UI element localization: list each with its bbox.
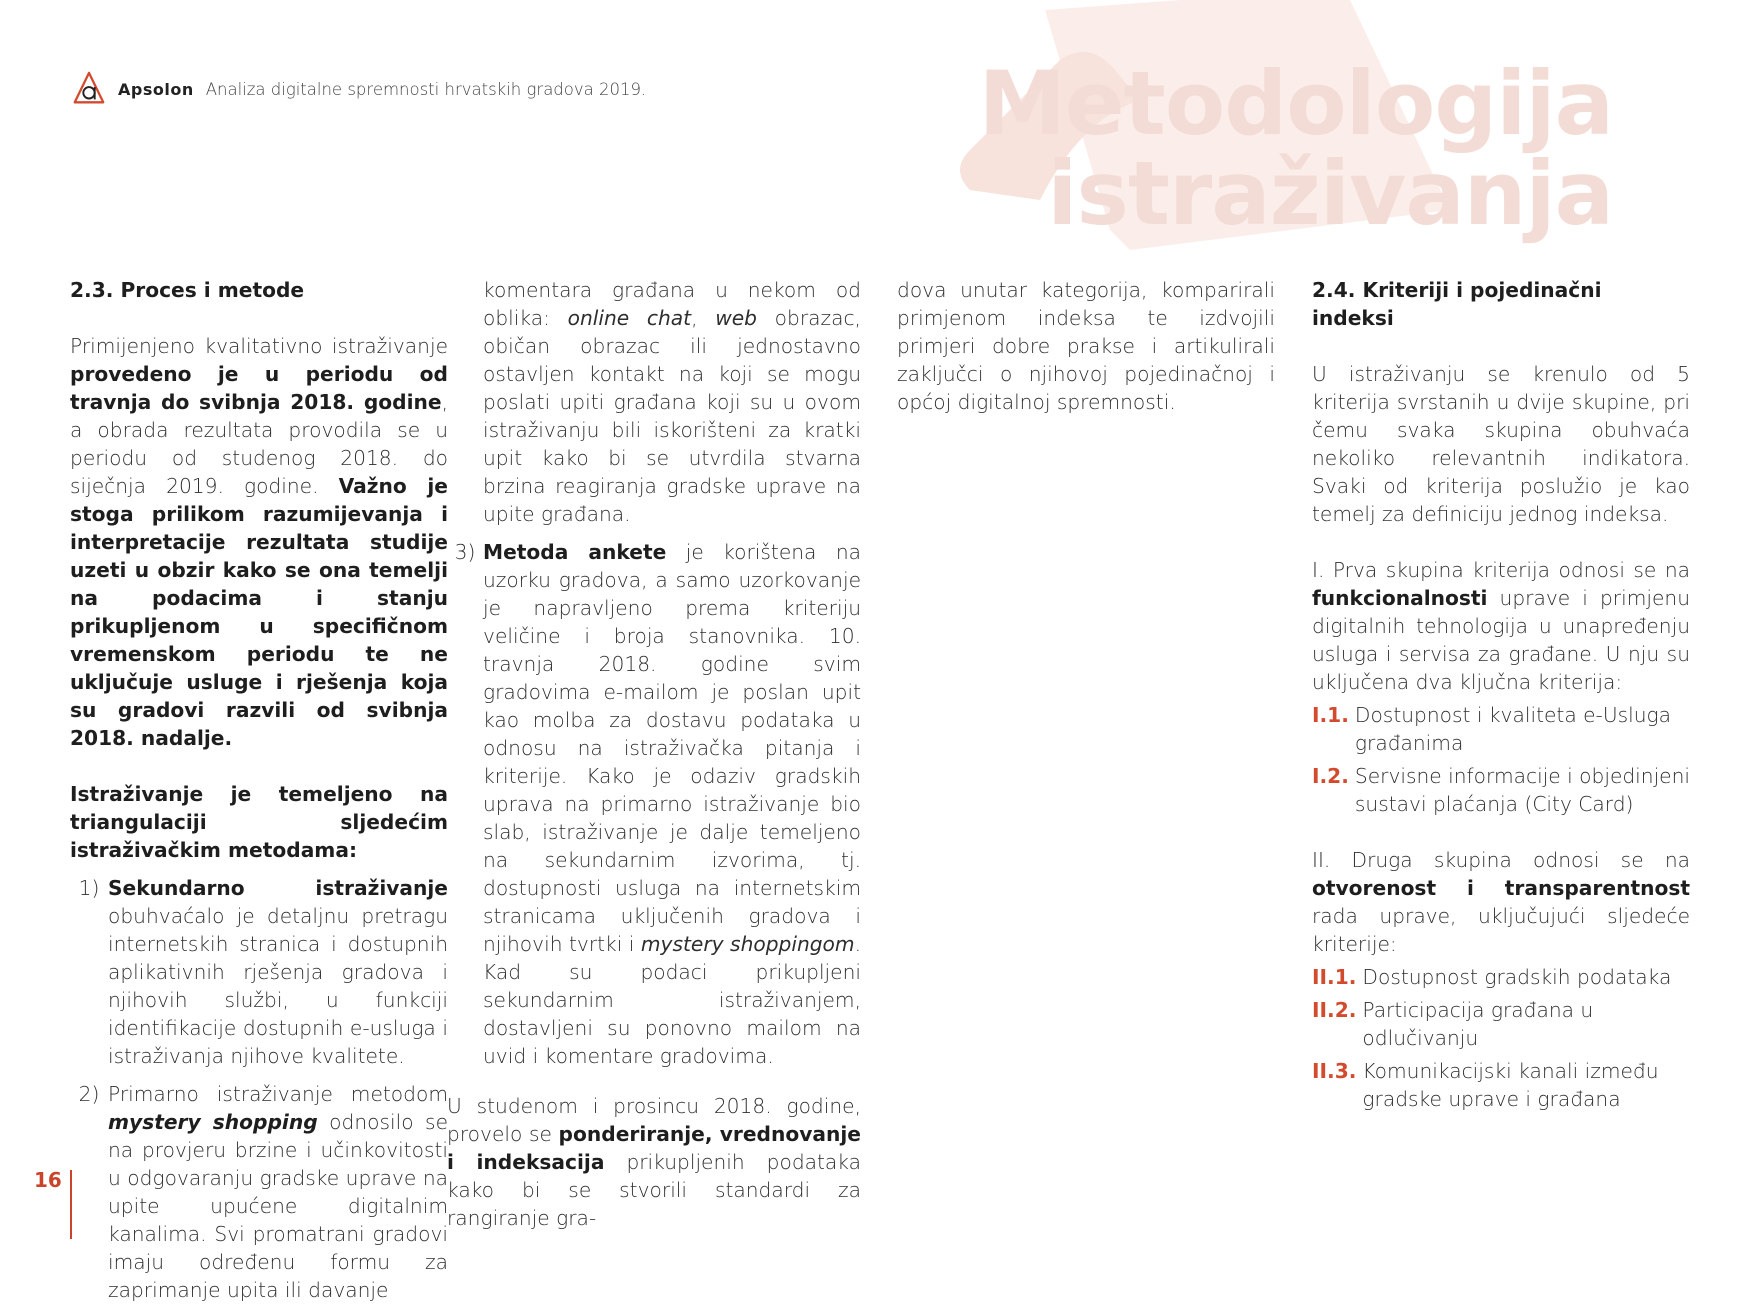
column-2 [447, 276, 862, 1232]
methods-intro: Istraživanje je temeljeno na triangulaciji sljedećim istraživačkim metodama: [70, 782, 448, 862]
criterion-item: II.3. Komunikacijski kanali između gradske uprave i građana [1312, 1059, 1659, 1111]
section-heading-2-4: 2.4. Kriteriji i pojedinačni indeksi [1312, 278, 1602, 330]
group-1-paragraph: I. Prva skupina kriterija odnosi se na funkcionalnosti uprave i primjenu digitalnih tehnologija u unapređenju usluga i servisa za građane. U nju su uključena dva ključna kriterija: [1312, 558, 1690, 694]
list-item-continuation: komentara građana u nekom od oblika: online chat, web obrazac, običan obrazac ili jednostavno ostavljen kontakt na koji se mogu poslati upiti građana koji su u ovom istraživanju bili iskorišteni za kratki upit kako bi se utvrdila stvarna brzina reagiranja gradske uprave na upite građana. [483, 278, 861, 526]
column-4 [1312, 276, 1690, 1113]
watermark-line-1: Metodologija [978, 52, 1613, 155]
watermark-line-2: istraživanja [1047, 142, 1613, 245]
page-divider-line [70, 1170, 72, 1239]
list-item: 1) Sekundarno istraživanje obuhvaćalo je detaljnu pretragu internetskih stranica i dostupnih aplikativnih rješenja gradova i njihovih službi, u funkciji identifikacije dostupnih e-usluga i istraživanja njihove kvalitete. [78, 876, 448, 1068]
paragraph-continuation: dova unutar kategorija, komparirali primjenom indeksa te izdvojili primjeri dobre prakse i artikulirali zaključci o njihovoj pojedinačnoj i općoj digitalnoj spremnosti. [897, 278, 1275, 414]
section-heading-2-3: 2.3. Proces i metode [70, 278, 305, 302]
group-2-criteria [1312, 963, 1690, 1113]
document-title: Analiza digitalne spremnosti hrvatskih gradova 2019. [205, 79, 647, 99]
page-number: 16 [34, 1168, 62, 1192]
column-1 [70, 276, 448, 1304]
criteria-intro: U istraživanju se krenulo od 5 kriterija svrstanih u dvije skupine, pri čemu svaka skupina obuhvaća nekoliko relevantnih indikatora. Svaki od kriterija poslužio je kao temelj za definiciju jednog indeksa. [1312, 362, 1690, 526]
list-item: 3) Metoda ankete je korištena na uzorku gradova, a samo uzorkovanje je napravljeno prema kriteriju veličine i broja stanovnika. 10. travnja 2018. godine svim gradovima e-mailom je poslan upit kao molba za dostavu podataka u odnosu na istraživačka pitanja i kriterije. Kako je odaziv gradskih uprava na primarno istraživanje bio slab, istraživanje je dalje temeljeno na sekundarnim izvorima, tj. dostupnosti usluga na internetskim stranicama uključenih gradova i njihovih tvrtki i mystery shoppingom. Kad su podaci prikupljeni sekundarnim istraživanjem, dostavljeni su ponovno mailom na uvid i komentare gradovima. [454, 540, 861, 1068]
criterion-item: II.2. Participacija građana u odlučivanju [1312, 998, 1594, 1050]
criterion-item: I.1. Dostupnost i kvaliteta e-Usluga građanima [1312, 703, 1672, 755]
apsolon-logo-icon [70, 70, 108, 108]
section-watermark [930, 0, 1753, 250]
criterion-item: I.2. Servisne informacije i objedinjeni sustavi plaćanja (City Card) [1312, 764, 1691, 816]
ponderiranje-paragraph: U studenom i prosincu 2018. godine, provelo se ponderiranje, vrednovanje i indeksacija prikupljenih podataka kako bi se stvorili standardi za rangiranje gra- [447, 1094, 862, 1230]
criterion-item: II.1. Dostupnost gradskih podataka [1312, 965, 1672, 989]
column-3 [897, 276, 1275, 416]
intro-paragraph: Primijenjeno kvalitativno istraživanje provedeno je u periodu od travnja do svibnja 2018. godine, a obrada rezultata provodila se u periodu od studenog 2018. do siječnja 2019. godine. Važno je stoga prilikom razumijevanja i interpretacije rezultata studije uzeti u obzir kako se ona temelji na podacima i stanju prikupljenom u specifičnom vremenskom periodu te ne uključuje usluge i rješenja koja su gradovi razvili od svibnja 2018. nadalje. [70, 334, 448, 750]
brand-name: Apsolon [118, 79, 194, 99]
group-2-paragraph: II. Druga skupina odnosi se na otvorenost i transparentnost rada uprave, uključujući sljedeće kriterije: [1312, 848, 1690, 956]
group-1-criteria [1312, 701, 1690, 818]
list-item: 2) Primarno istraživanje metodom mystery shopping odnosilo se na provjeru brzine i učinkovitosti u odgovaranju gradske uprave na upite upućene digitalnim kanalima. Svi promatrani gradovi imaju određenu formu za zaprimanje upita ili davanje [78, 1082, 448, 1302]
page-header [70, 70, 646, 108]
